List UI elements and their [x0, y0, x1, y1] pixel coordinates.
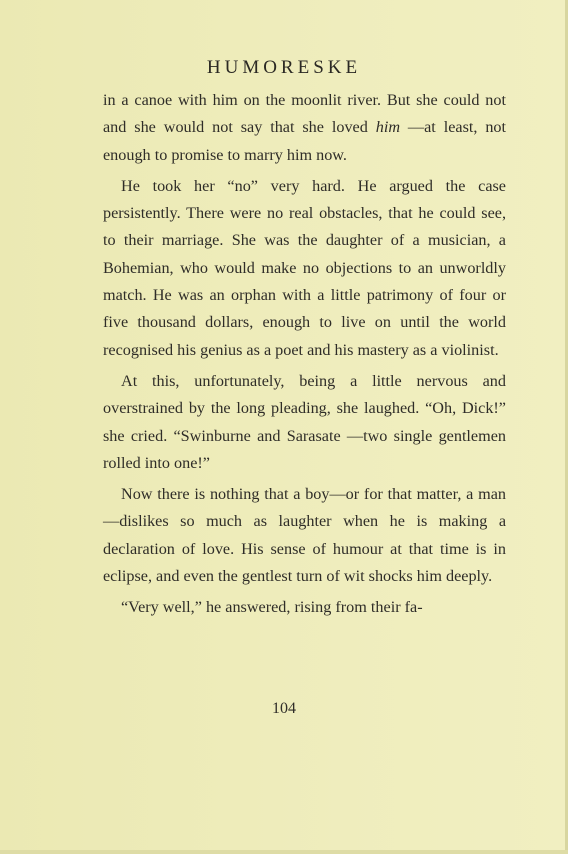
paragraph-1: [103, 87, 506, 169]
page-bottom-edge: [0, 850, 568, 854]
body-text: [103, 87, 506, 622]
page-number: 104: [272, 700, 296, 717]
paragraph-2: He took her “no” very hard. He argued the case persistently. There were no real obstacles, that he could see, to their marriage. She was the daughter of a musician, a Bohemian, who would make no objections to an unworldly match. He was an orphan with a little patrimony of four or five thousand dollars, enough to live on until the world recognised his genius as a poet and his mastery as a violinist.: [103, 176, 506, 359]
paragraph-4: Now there is nothing that a boy—or for that matter, a man—dislikes so much as laughter when he is making a declaration of love. His sense of humour at that time is in eclipse, and even the gentlest turn of wit shocks him deeply.: [103, 485, 506, 586]
paragraph-1-text-after: —at least, not enough to promise to marry him now.: [103, 118, 507, 164]
paragraph-1-emphasis: him: [375, 118, 401, 137]
paragraph-5: “Very well,” he answered, rising from their fa-: [121, 598, 423, 617]
running-head: HUMORESKE: [206, 57, 362, 78]
paragraph-1-text-before: in a canoe with him on the moonlit river. But she could not and she would not say that she loved: [103, 91, 506, 137]
paragraph-3: At this, unfortunately, being a little nervous and overstrained by the long pleading, she laughed. “Oh, Dick!” she cried. “Swinburne and Sarasate —two single gentlemen rolled into one!”: [103, 371, 506, 472]
